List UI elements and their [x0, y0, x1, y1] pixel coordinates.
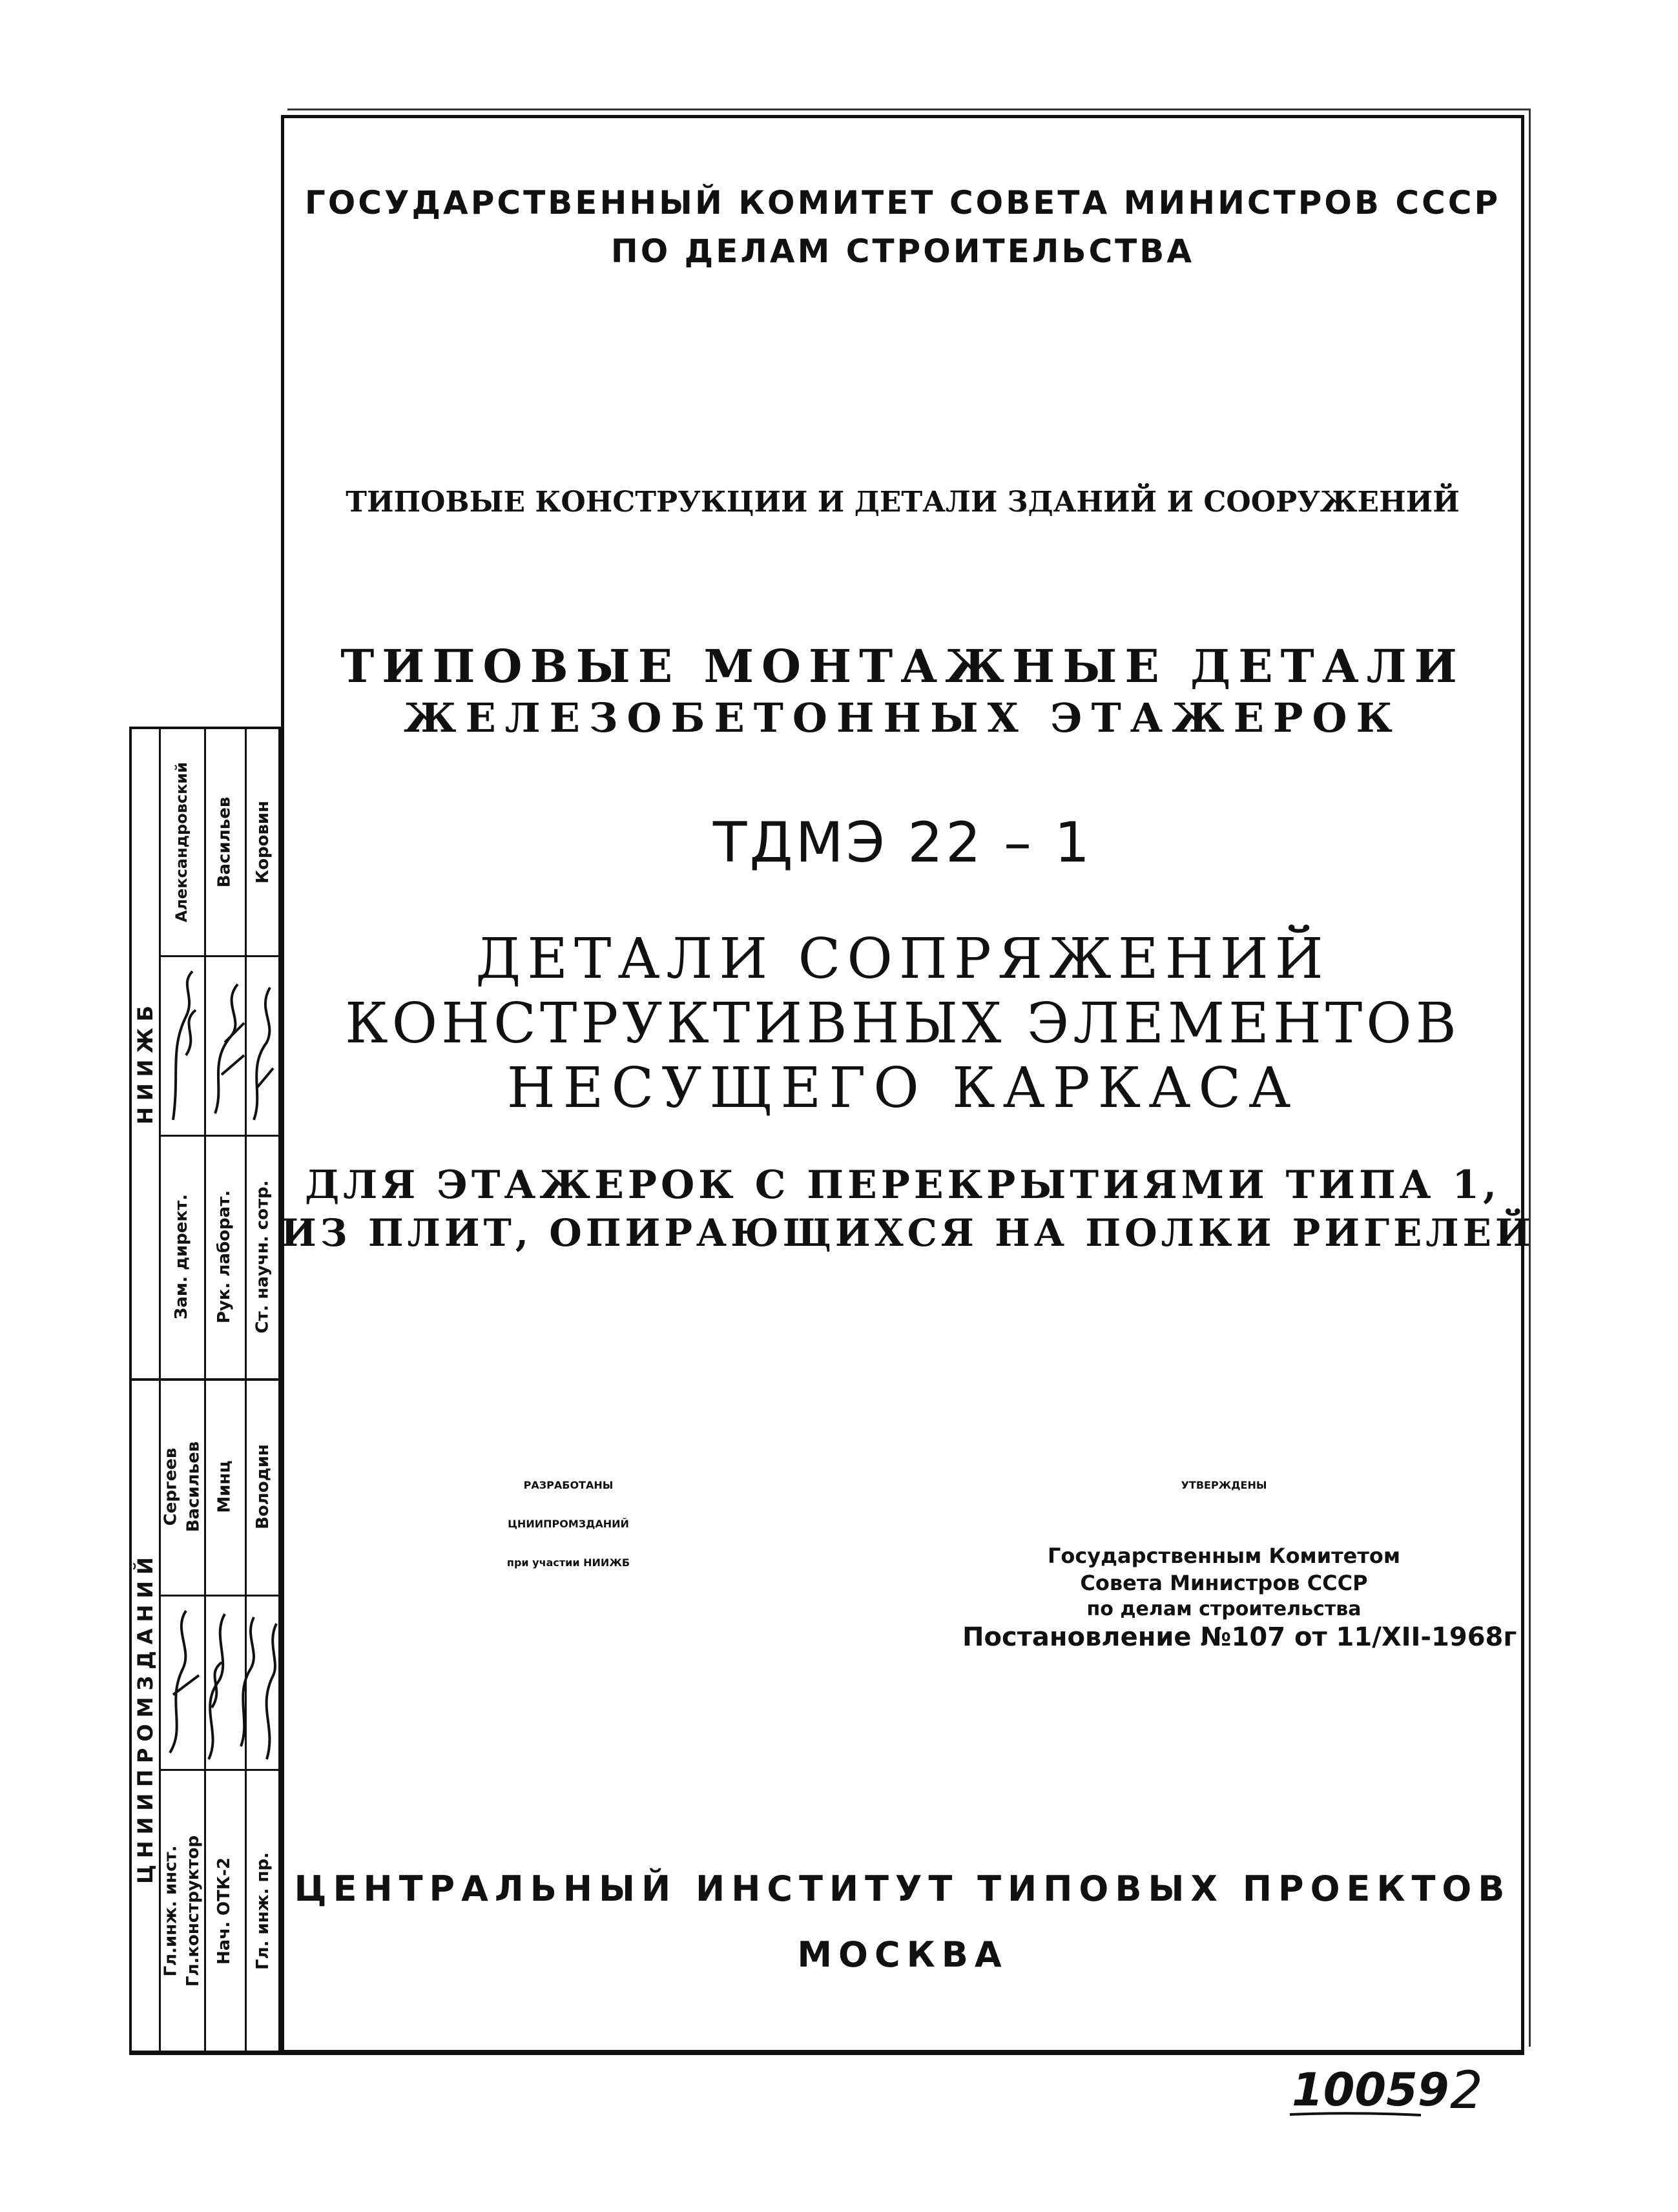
- stamp-role: Гл. инж. пр.: [253, 1852, 273, 1970]
- handwritten-sheet: 2: [1450, 2060, 1483, 2120]
- stamp-org-top: ЦНИИПРОМЗДАНИЙ: [133, 1551, 158, 1884]
- stamp-role: Рук. лаборат.: [214, 1190, 234, 1324]
- note-line-1: ДЛЯ ЭТАЖЕРОК С ПЕРЕКРЫТИЯМИ ТИПА 1,: [304, 1163, 1501, 1208]
- approved-line-3: по делам строительства: [1086, 1598, 1362, 1620]
- stamp-org-bottom: НИИЖБ: [133, 999, 158, 1124]
- developed-heading: РАЗРАБОТАНЫ: [523, 1479, 614, 1491]
- stamp-name: Володин: [253, 1443, 273, 1529]
- handwritten-number: 10059: [1292, 2063, 1449, 2116]
- developed-org: ЦНИИПРОМЗДАНИЙ: [508, 1518, 629, 1530]
- bottom-rule: [129, 2053, 1524, 2055]
- approved-line-1: Государственным Комитетом: [1047, 1544, 1401, 1568]
- title-line-2: ЖЕЛЕЗОБЕТОННЫХ ЭТАЖЕРОК: [404, 694, 1402, 741]
- subtitle-line-3: НЕСУЩЕГО КАРКАСА: [506, 1056, 1299, 1121]
- number-underline: [1289, 2111, 1424, 2118]
- stamp-role: Гл.инж. инст.: [161, 1845, 181, 1977]
- stamp-name: Васильев: [214, 796, 234, 888]
- stamp-name: Васильев: [183, 1441, 203, 1532]
- stamp-name: Александровский: [172, 761, 191, 923]
- stamp-name: Сергеев: [161, 1447, 181, 1525]
- approved-heading: УТВЕРЖДЕНЫ: [1181, 1479, 1267, 1491]
- footer-institute: ЦЕНТРАЛЬНЫЙ ИНСТИТУТ ТИПОВЫХ ПРОЕКТОВ: [294, 1868, 1511, 1909]
- title-line-1: ТИПОВЫЕ МОНТАЖНЫЕ ДЕТАЛИ: [340, 639, 1465, 693]
- stamp-name: Минц: [214, 1460, 234, 1513]
- note-line-2: ИЗ ПЛИТ, ОПИРАЮЩИХСЯ НА ПОЛКИ РИГЕЛЕЙ: [281, 1211, 1535, 1255]
- developed-participation: при участии НИИЖБ: [506, 1556, 630, 1569]
- approval-stamp: [129, 727, 281, 2053]
- approved-line-2: Совета Министров СССР: [1080, 1571, 1368, 1595]
- signatures-lower: [160, 1598, 281, 1767]
- series-title: ТИПОВЫЕ КОНСТРУКЦИИ И ДЕТАЛИ ЗДАНИЙ И СООРУЖЕНИЙ: [346, 486, 1460, 519]
- header-line-1: ГОСУДАРСТВЕННЫЙ КОМИТЕТ СОВЕТА МИНИСТРОВ СССР: [304, 184, 1501, 222]
- subtitle-line-1: ДЕТАЛИ СОПРЯЖЕНИЙ: [475, 927, 1330, 991]
- stamp-role: Зам. директ.: [172, 1194, 192, 1320]
- signatures-upper: [160, 958, 281, 1133]
- stamp-role: Гл.конструктор: [183, 1835, 203, 1987]
- stamp-name: Коровин: [253, 800, 273, 884]
- header-line-2: ПО ДЕЛАМ СТРОИТЕЛЬСТВА: [610, 233, 1195, 270]
- footer-city: МОСКВА: [797, 1934, 1008, 1975]
- stamp-role: Ст. научн. сотр.: [253, 1180, 273, 1334]
- approved-decree: Постановление №107 от 11/XII-1968г: [962, 1622, 1517, 1652]
- subtitle-line-2: КОНСТРУКТИВНЫХ ЭЛЕМЕНТОВ: [345, 991, 1460, 1056]
- document-code: ТДМЭ 22 – 1: [712, 811, 1093, 875]
- stamp-role: Нач. ОТК-2: [214, 1857, 234, 1965]
